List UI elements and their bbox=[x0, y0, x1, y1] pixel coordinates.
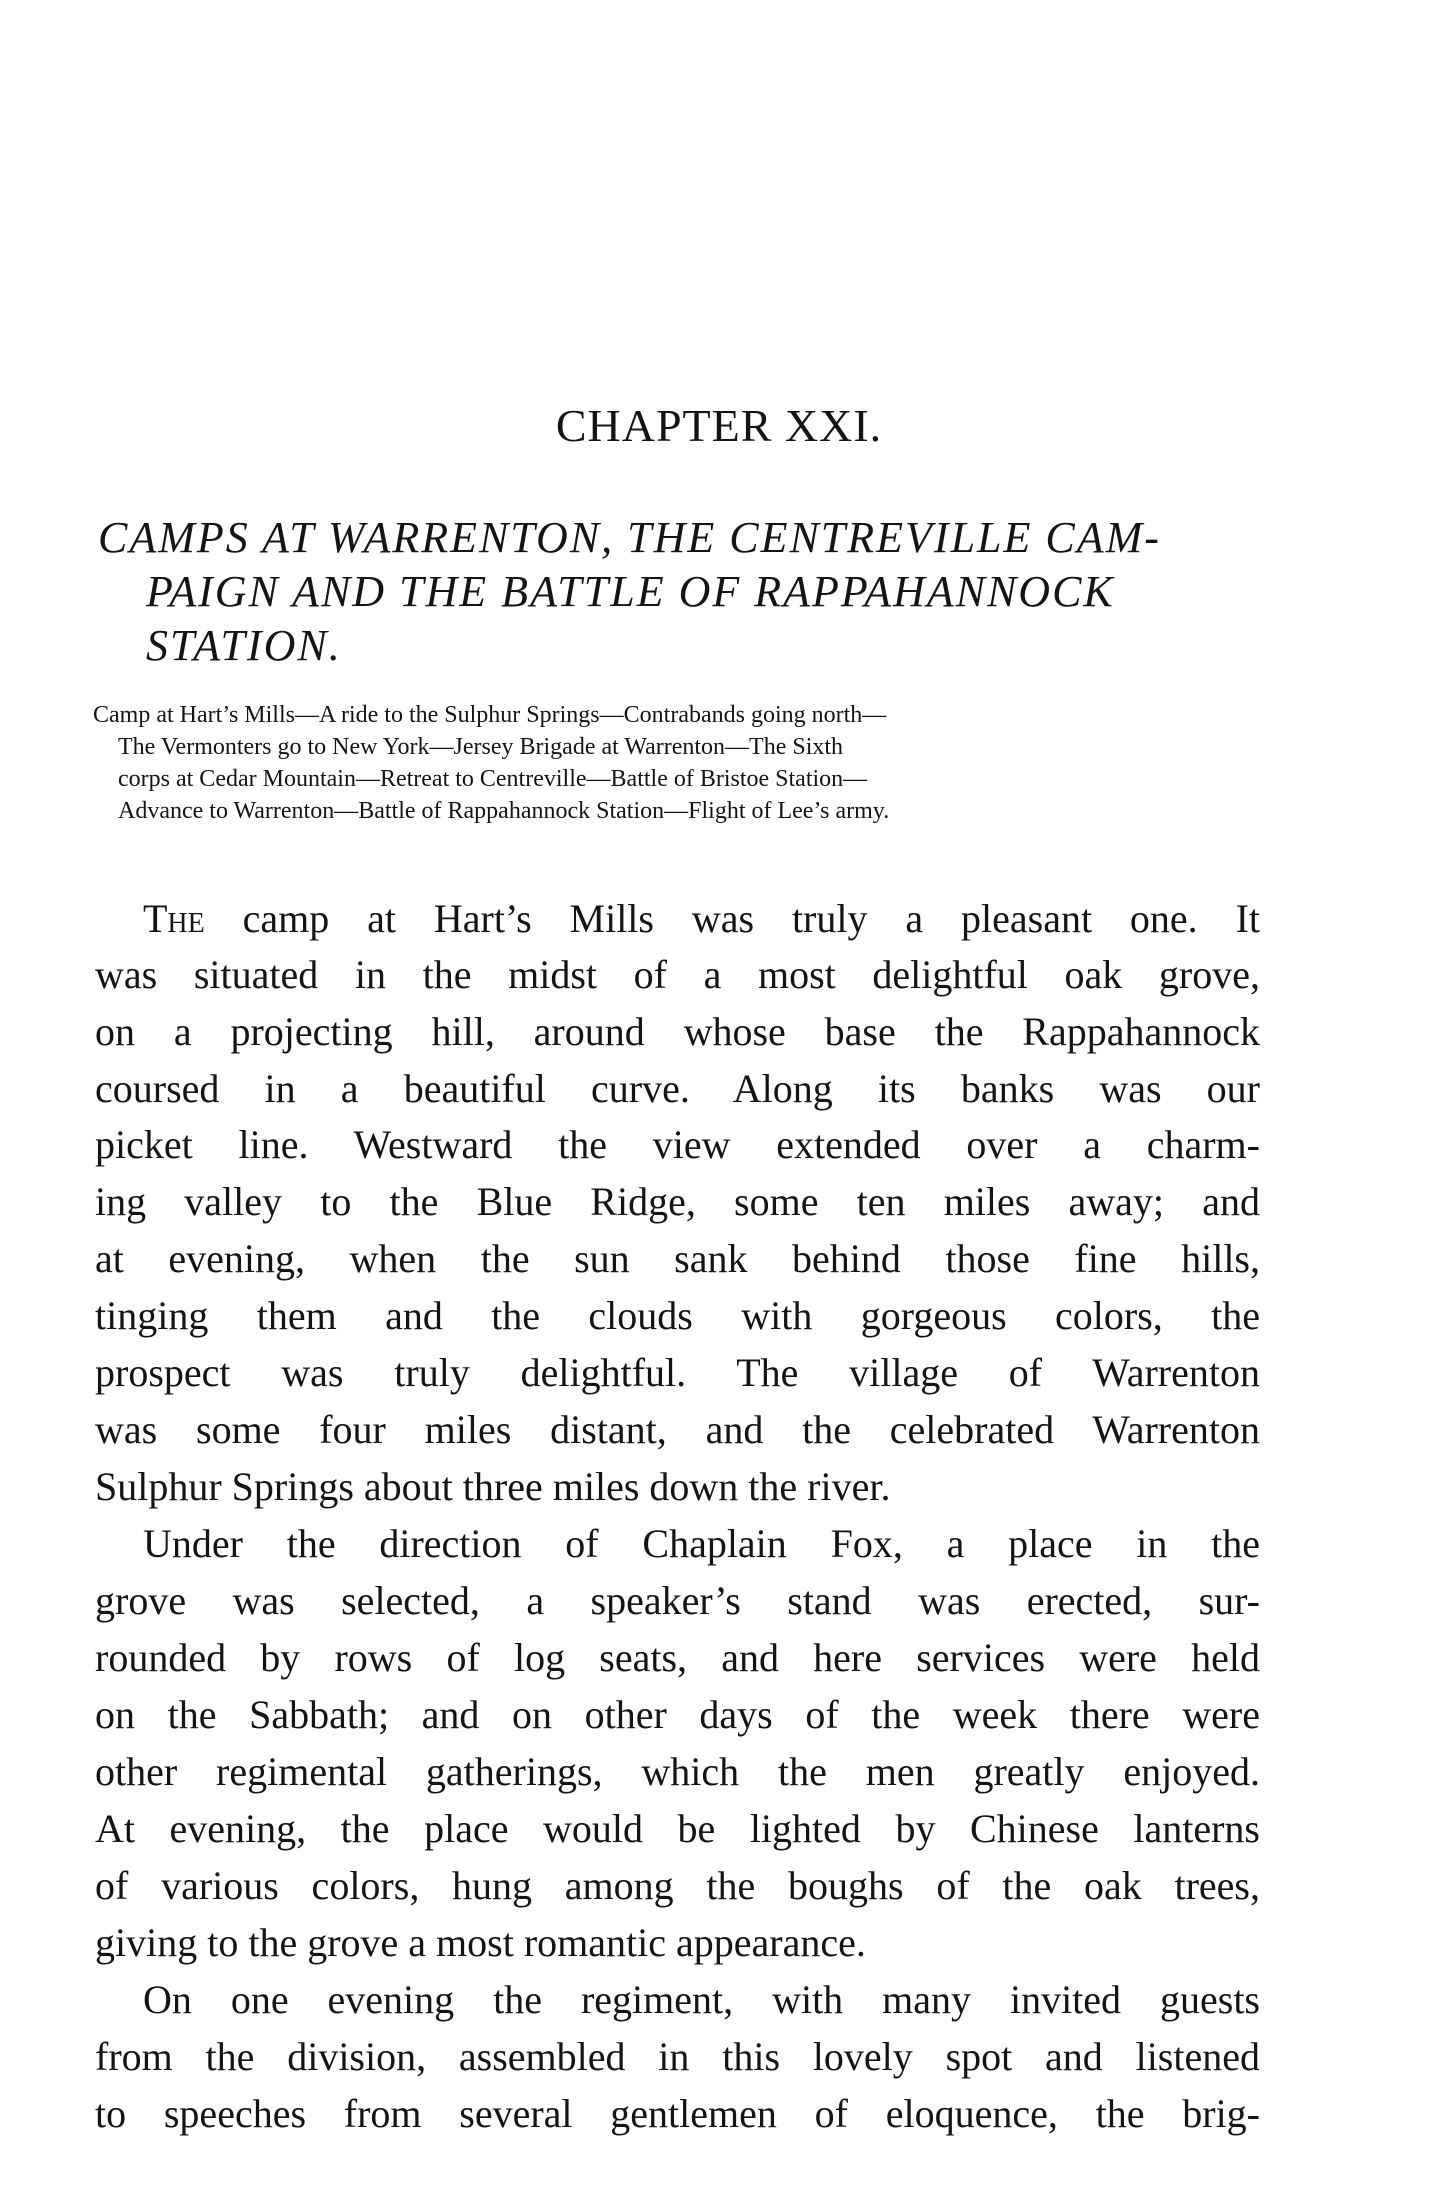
text-line: tinging them and the clouds with gorgeous colors, the bbox=[95, 1293, 1260, 1338]
text-line: was some four miles distant, and the celebrated Warrenton bbox=[95, 1407, 1260, 1452]
text-line: rounded by rows of log seats, and here services were held bbox=[95, 1635, 1260, 1680]
text-line: grove was selected, a speaker’s stand was erected, sur- bbox=[95, 1578, 1260, 1623]
text-line: coursed in a beautiful curve. Along its banks was our bbox=[95, 1066, 1260, 1111]
summary-line: corps at Cedar Mountain—Retreat to Centreville—Battle of Bristoe Station— bbox=[118, 766, 868, 792]
summary-line: Advance to Warrenton—Battle of Rappahannock Station—Flight of Lee’s army. bbox=[118, 798, 890, 824]
text-line: At evening, the place would be lighted by Chinese lanterns bbox=[95, 1806, 1260, 1851]
text-line-rest: camp at Hart’s Mills was truly a pleasant one. It bbox=[204, 896, 1260, 941]
text-line: at evening, when the sun sank behind those fine hills, bbox=[95, 1236, 1260, 1281]
text-line: On one evening the regiment, with many invited guests bbox=[143, 1977, 1260, 2022]
text-line: ing valley to the Blue Ridge, some ten miles away; and bbox=[95, 1179, 1260, 1224]
text-line: on a projecting hill, around whose base the Rappahannock bbox=[95, 1009, 1260, 1054]
chapter-title-line: PAIGN AND THE BATTLE OF RAPPAHANNOCK bbox=[146, 567, 1115, 616]
text-line: from the division, assembled in this lovely spot and listened bbox=[95, 2034, 1260, 2079]
text-line: picket line. Westward the view extended over a charm- bbox=[95, 1122, 1260, 1167]
text-line: Under the direction of Chaplain Fox, a place in the bbox=[143, 1521, 1260, 1566]
text-line: giving to the grove a most romantic appearance. bbox=[95, 1920, 866, 1965]
text-line: of various colors, hung among the boughs of the oak trees, bbox=[95, 1863, 1260, 1908]
text-line: other regimental gatherings, which the men greatly enjoyed. bbox=[95, 1749, 1260, 1794]
chapter-title-line: CAMPS AT WARRENTON, THE CENTREVILLE CAM- bbox=[98, 513, 1161, 562]
text-line bbox=[143, 890, 1260, 948]
text-line: was situated in the midst of a most delightful oak grove, bbox=[95, 952, 1260, 997]
text-line: prospect was truly delightful. The village of Warrenton bbox=[95, 1350, 1260, 1395]
chapter-title-line: STATION. bbox=[146, 621, 342, 670]
summary-line: Camp at Hart’s Mills—A ride to the Sulphur Springs—Contrabands going north— bbox=[93, 702, 887, 728]
chapter-heading: CHAPTER XXI. bbox=[555, 400, 883, 451]
text-line: on the Sabbath; and on other days of the week there were bbox=[95, 1692, 1260, 1737]
text-line: Sulphur Springs about three miles down the river. bbox=[95, 1464, 891, 1509]
text-line: to speeches from several gentlemen of eloquence, the brig- bbox=[95, 2091, 1260, 2136]
summary-line: The Vermonters go to New York—Jersey Brigade at Warrenton—The Sixth bbox=[118, 734, 844, 760]
first-word: The bbox=[143, 896, 205, 941]
